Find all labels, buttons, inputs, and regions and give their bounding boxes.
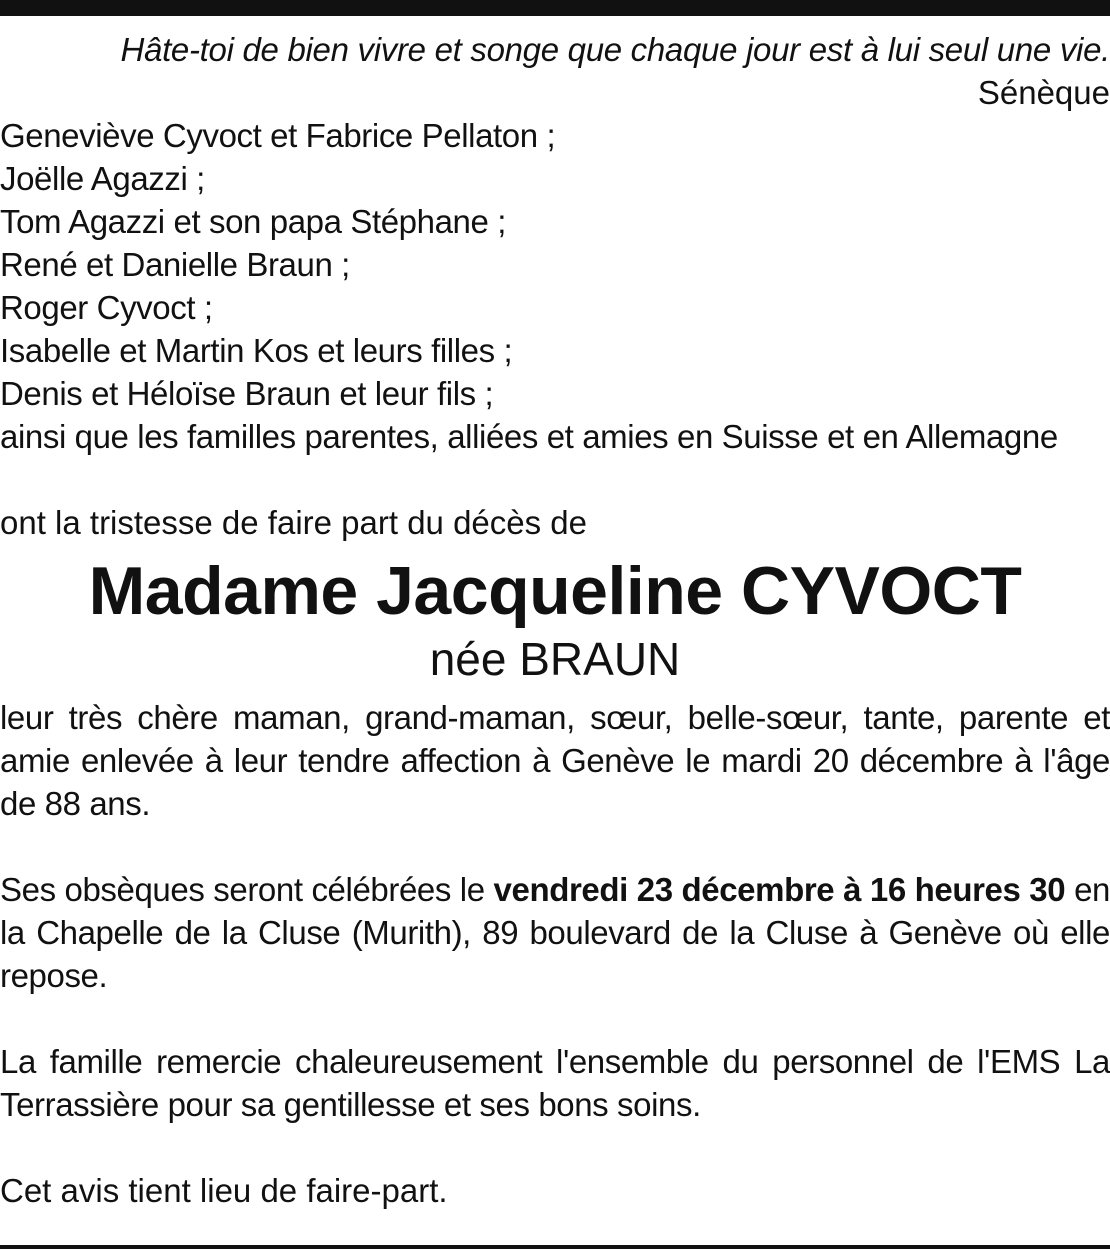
- funeral-suffix: en la Chapelle de la Cluse (Murith), 89 boulevard de la Cluse à Genève où elle repose.: [0, 871, 1110, 994]
- family-member: Denis et Héloïse Braun et leur fils ;: [0, 375, 494, 412]
- deceased-name: Madame Jacqueline CYVOCT: [88, 553, 1022, 629]
- family-member: ainsi que les familles parentes, alliées et amies en Suisse et en Allemagne: [0, 418, 1058, 455]
- deceased-maiden-name: née BRAUN: [429, 633, 681, 685]
- family-member: Isabelle et Martin Kos et leurs filles ;: [0, 332, 513, 369]
- spacer: [0, 458, 1110, 501]
- thanks-paragraph: La famille remercie chaleureusement l'ensemble du personnel de l'EMS La Terrassière pour sa gentillesse et ses bons soins.: [0, 1043, 1110, 1123]
- family-member: René et Danielle Braun ;: [0, 246, 350, 283]
- family-member: Roger Cyvoct ;: [0, 289, 213, 326]
- tribute-paragraph: leur très chère maman, grand-maman, sœur, belle-sœur, tante, parente et amie enlevée à leur tendre affection à Genève le mardi 20 décembre à l'âge de 88 ans.: [0, 699, 1110, 822]
- closing-line: Cet avis tient lieu de faire-part.: [0, 1172, 448, 1209]
- funeral-prefix: Ses obsèques seront célébrées le: [0, 871, 494, 908]
- family-member: Geneviève Cyvoct et Fabrice Pellaton ;: [0, 117, 556, 154]
- top-rule: [0, 0, 1110, 16]
- bottom-rule: [0, 1245, 1110, 1249]
- family-member: Tom Agazzi et son papa Stéphane ;: [0, 203, 506, 240]
- family-member: Joëlle Agazzi ;: [0, 160, 205, 197]
- funeral-date: vendredi 23 décembre à 16 heures 30: [493, 871, 1066, 908]
- announcement-line: ont la tristesse de faire part du décès de: [0, 504, 588, 541]
- family-list: [0, 114, 1110, 458]
- spacer: [0, 1126, 1110, 1169]
- obituary-notice: [0, 22, 1110, 1212]
- spacer: [0, 997, 1110, 1040]
- spacer: [0, 825, 1110, 868]
- funeral-paragraph: [0, 868, 1110, 997]
- epigraph-author: Sénèque: [977, 74, 1110, 111]
- epigraph-quote: Hâte-toi de bien vivre et songe que chaque jour est à lui seul une vie.: [120, 31, 1110, 68]
